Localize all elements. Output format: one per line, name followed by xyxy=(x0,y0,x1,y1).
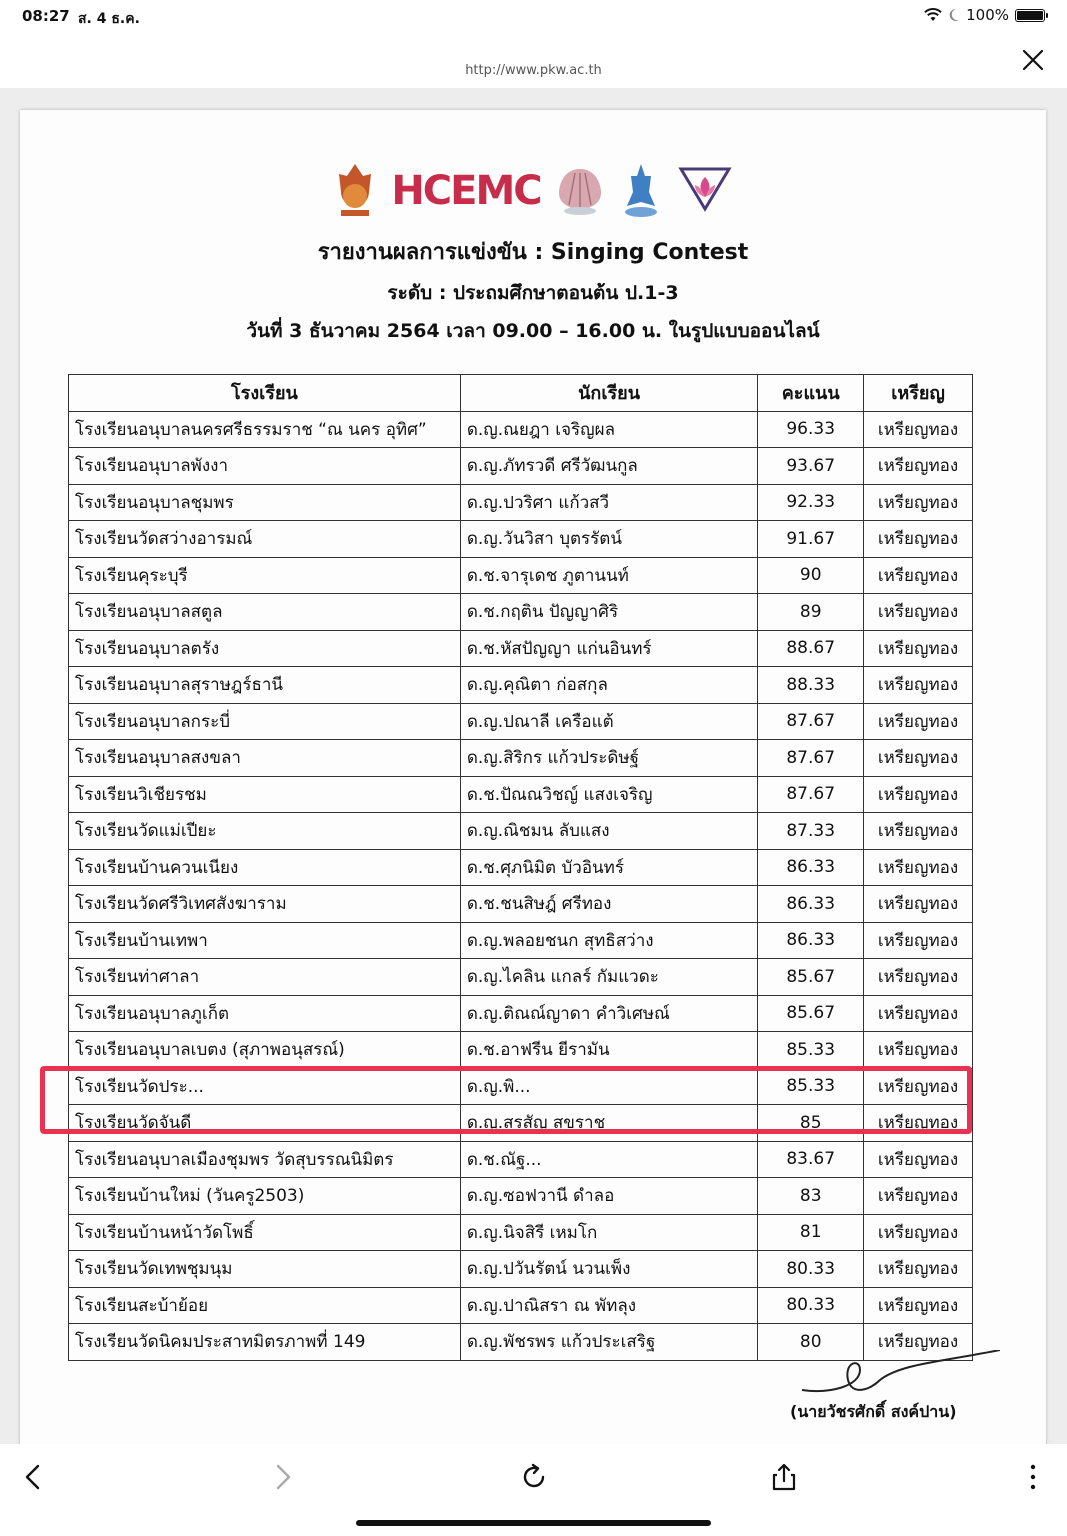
student-cell: ด.ช.กฤติน ปัญญาศิริ xyxy=(460,594,757,631)
score-cell: 85.33 xyxy=(758,1068,864,1105)
score-cell: 90 xyxy=(758,557,864,594)
table-row xyxy=(69,448,973,485)
school-cell: โรงเรียนบ้านควนเนียง xyxy=(69,849,461,886)
score-cell: 86.33 xyxy=(758,886,864,923)
student-cell: ด.ช.จารุเดช ภูตานนท์ xyxy=(460,557,757,594)
student-cell: ด.ช.อาฟรีน ยีรามัน xyxy=(460,1032,757,1069)
school-cell: โรงเรียนบ้านหน้าวัดโพธิ์ xyxy=(69,1214,461,1251)
battery-icon xyxy=(1015,9,1045,22)
medal-cell: เหรียญทอง xyxy=(864,667,973,704)
school-cell: โรงเรียนอนุบาลพังงา xyxy=(69,448,461,485)
medal-cell: เหรียญทอง xyxy=(864,630,973,667)
school-cell: โรงเรียนวัดประ... xyxy=(69,1068,461,1105)
school-cell: โรงเรียนอนุบาลสงขลา xyxy=(69,740,461,777)
school-cell: โรงเรียนอนุบาลเบตง (สุภาพอนุสรณ์) xyxy=(69,1032,461,1069)
medal-cell: เหรียญทอง xyxy=(864,1032,973,1069)
hcemc-logo: HCEMC xyxy=(391,168,541,214)
table-row xyxy=(69,1287,973,1324)
score-cell: 88.67 xyxy=(758,630,864,667)
score-cell: 80.33 xyxy=(758,1287,864,1324)
school-cell: โรงเรียนอนุบาลนครศรีธรรมราช “ณ นคร อุทิศ” xyxy=(69,411,461,448)
student-cell: ด.ญ.สรสัญ สุขราช xyxy=(460,1105,757,1142)
score-cell: 85.67 xyxy=(758,959,864,996)
student-cell: ด.ช.ชนสิษฎ์ ศรีทอง xyxy=(460,886,757,923)
wifi-icon xyxy=(924,8,942,22)
reload-icon[interactable] xyxy=(519,1462,549,1492)
column-header-score: คะแนน xyxy=(758,375,864,412)
medal-cell: เหรียญทอง xyxy=(864,521,973,558)
medal-cell: เหรียญทอง xyxy=(864,484,973,521)
score-cell: 89 xyxy=(758,594,864,631)
score-cell: 86.33 xyxy=(758,922,864,959)
school-cell: โรงเรียนอนุบาลชุมพร xyxy=(69,484,461,521)
student-cell: ด.ญ.ปวริศา แก้วสวี xyxy=(460,484,757,521)
medal-cell: เหรียญทอง xyxy=(864,1251,973,1288)
score-cell: 80 xyxy=(758,1324,864,1361)
score-cell: 86.33 xyxy=(758,849,864,886)
url-text: http://www.pkw.ac.th xyxy=(465,63,602,78)
score-cell: 87.67 xyxy=(758,703,864,740)
table-row xyxy=(69,521,973,558)
battery-percent: 100% xyxy=(966,6,1009,24)
school-cell: โรงเรียนวัดศรีวิเทศสังฆาราม xyxy=(69,886,461,923)
medal-cell: เหรียญทอง xyxy=(864,1214,973,1251)
medal-cell: เหรียญทอง xyxy=(864,411,973,448)
student-cell: ด.ช.ณัฐ... xyxy=(460,1141,757,1178)
column-header-school: โรงเรียน xyxy=(69,375,461,412)
shell-logo-icon xyxy=(555,165,605,217)
score-cell: 81 xyxy=(758,1214,864,1251)
table-row xyxy=(69,667,973,704)
table-row xyxy=(69,995,973,1032)
table-row-highlighted xyxy=(69,1105,973,1142)
score-cell: 83.67 xyxy=(758,1141,864,1178)
score-cell: 85 xyxy=(758,1105,864,1142)
report-title: รายงานผลการแข่งขัน : Singing Contest xyxy=(317,240,749,265)
score-cell: 92.33 xyxy=(758,484,864,521)
school-cell: โรงเรียนอนุบาลสุราษฎร์ธานี xyxy=(69,667,461,704)
medal-cell: เหรียญทอง xyxy=(864,1178,973,1215)
document-page xyxy=(20,110,1046,1444)
score-cell: 93.67 xyxy=(758,448,864,485)
forward-icon[interactable] xyxy=(268,1462,298,1492)
medal-cell: เหรียญทอง xyxy=(864,557,973,594)
column-header-student: นักเรียน xyxy=(460,375,757,412)
medal-cell: เหรียญทอง xyxy=(864,594,973,631)
medal-cell: เหรียญทอง xyxy=(864,813,973,850)
clock: 08:27 xyxy=(22,7,70,25)
school-cell: โรงเรียนวัดเทพชุมนุม xyxy=(69,1251,461,1288)
table-row xyxy=(69,1032,973,1069)
student-cell: ด.ญ.ณิชมน ลับแสง xyxy=(460,813,757,850)
score-cell: 96.33 xyxy=(758,411,864,448)
school-emblem-icon xyxy=(333,162,377,220)
medal-cell: เหรียญทอง xyxy=(864,1287,973,1324)
score-cell: 87.67 xyxy=(758,740,864,777)
school-cell: โรงเรียนวัดสว่างอารมณ์ xyxy=(69,521,461,558)
score-cell: 88.33 xyxy=(758,667,864,704)
score-cell: 85.67 xyxy=(758,995,864,1032)
home-indicator[interactable] xyxy=(356,1520,711,1526)
medal-cell: เหรียญทอง xyxy=(864,995,973,1032)
close-icon[interactable] xyxy=(1021,48,1045,72)
medal-cell: เหรียญทอง xyxy=(864,886,973,923)
medal-cell: เหรียญทอง xyxy=(864,922,973,959)
moon-icon xyxy=(948,8,960,22)
school-cell: โรงเรียนวิเชียรชม xyxy=(69,776,461,813)
score-cell: 85.33 xyxy=(758,1032,864,1069)
score-cell: 83 xyxy=(758,1178,864,1215)
student-cell: ด.ญ.ณยฎา เจริญผล xyxy=(460,411,757,448)
student-cell: ด.ญ.พิ... xyxy=(460,1068,757,1105)
student-cell: ด.ญ.ไคลิน แกลร์ กัมแวดะ xyxy=(460,959,757,996)
status-icons xyxy=(924,6,1045,24)
school-cell: โรงเรียนอนุบาลสตูล xyxy=(69,594,461,631)
crest-icon xyxy=(619,162,663,220)
student-cell: ด.ญ.นิจสิรี เหมโก xyxy=(460,1214,757,1251)
student-cell: ด.ญ.ภัทรวดี ศรีวัฒนกูล xyxy=(460,448,757,485)
score-cell: 87.67 xyxy=(758,776,864,813)
school-cell: โรงเรียนอนุบาลภูเก็ต xyxy=(69,995,461,1032)
school-cell: โรงเรียนท่าศาลา xyxy=(69,959,461,996)
table-row xyxy=(69,703,973,740)
table-row xyxy=(69,630,973,667)
school-cell: โรงเรียนคุระบุรี xyxy=(69,557,461,594)
results-table xyxy=(68,374,973,1361)
table-row xyxy=(69,1178,973,1215)
school-cell: โรงเรียนอนุบาลเมืองชุมพร วัดสุบรรณนิมิตร xyxy=(69,1141,461,1178)
student-cell: ด.ญ.คุณิตา ก่อสกุล xyxy=(460,667,757,704)
table-row xyxy=(69,849,973,886)
student-cell: ด.ช.หัสปัญญา แก่นอินทร์ xyxy=(460,630,757,667)
table-row xyxy=(69,959,973,996)
medal-cell: เหรียญทอง xyxy=(864,448,973,485)
school-cell: โรงเรียนอนุบาลตรัง xyxy=(69,630,461,667)
student-cell: ด.ช.ศุภนิมิต บัวอินทร์ xyxy=(460,849,757,886)
medal-cell: เหรียญทอง xyxy=(864,1141,973,1178)
table-row xyxy=(69,594,973,631)
school-cell: โรงเรียนวัดแม่เปียะ xyxy=(69,813,461,850)
medal-cell: เหรียญทอง xyxy=(864,1324,973,1361)
student-cell: ด.ญ.ซอฟวานี ดำลอ xyxy=(460,1178,757,1215)
back-icon[interactable] xyxy=(18,1462,48,1492)
table-row xyxy=(69,886,973,923)
table-row xyxy=(69,1068,973,1105)
student-cell: ด.ช.ปัณณวิชญ์ แสงเจริญ xyxy=(460,776,757,813)
table-row xyxy=(69,922,973,959)
table-row xyxy=(69,1251,973,1288)
table-row xyxy=(69,484,973,521)
student-cell: ด.ญ.พัชรพร แก้วประเสริฐ xyxy=(460,1324,757,1361)
school-cell: โรงเรียนวัดจันดี xyxy=(69,1105,461,1142)
medal-cell: เหรียญทอง xyxy=(864,959,973,996)
medal-cell: เหรียญทอง xyxy=(864,849,973,886)
school-cell: โรงเรียนวัดนิคมประสาทมิตรภาพที่ 149 xyxy=(69,1324,461,1361)
score-cell: 87.33 xyxy=(758,813,864,850)
share-icon[interactable] xyxy=(769,1462,799,1492)
score-cell: 80.33 xyxy=(758,1251,864,1288)
student-cell: ด.ญ.ปาณิสรา ณ พัทลุง xyxy=(460,1287,757,1324)
table-row xyxy=(69,813,973,850)
school-cell: โรงเรียนอนุบาลกระบี่ xyxy=(69,703,461,740)
medal-cell: เหรียญทอง xyxy=(864,1068,973,1105)
medal-cell: เหรียญทอง xyxy=(864,703,973,740)
table-row xyxy=(69,740,973,777)
signature-name: (นายวัชรศักดิ์ สงค์ปาน) xyxy=(790,1402,957,1421)
table-row xyxy=(69,557,973,594)
logo-row xyxy=(20,162,1046,220)
student-cell: ด.ญ.ติณณ์ญาดา คำวิเศษณ์ xyxy=(460,995,757,1032)
more-icon[interactable] xyxy=(1018,1462,1048,1492)
school-cell: โรงเรียนบ้านใหม่ (วันครู2503) xyxy=(69,1178,461,1215)
student-cell: ด.ญ.พลอยชนก สุทธิสว่าง xyxy=(460,922,757,959)
medal-cell: เหรียญทอง xyxy=(864,740,973,777)
browser-url-bar xyxy=(0,36,1067,88)
medal-cell: เหรียญทอง xyxy=(864,1105,973,1142)
table-row xyxy=(69,1141,973,1178)
column-header-medal: เหรียญ xyxy=(864,375,973,412)
date-line: วันที่ 3 ธันวาคม 2564 เวลา 09.00 – 16.00 น. ในรูปแบบออนไลน์ xyxy=(246,320,820,342)
table-row xyxy=(69,776,973,813)
lotus-triangle-logo-icon xyxy=(677,165,733,217)
table-row xyxy=(69,411,973,448)
score-cell: 91.67 xyxy=(758,521,864,558)
date: ส. 4 ธ.ค. xyxy=(78,11,140,27)
table-header-row xyxy=(69,375,973,412)
student-cell: ด.ญ.ปวันรัตน์ นวนเพ็ง xyxy=(460,1251,757,1288)
student-cell: ด.ญ.ปณาลี เครือแต้ xyxy=(460,703,757,740)
student-cell: ด.ญ.วันวิสา บุตรรัตน์ xyxy=(460,521,757,558)
student-cell: ด.ญ.สิริกร แก้วประดิษฐ์ xyxy=(460,740,757,777)
status-bar xyxy=(0,0,1067,36)
school-cell: โรงเรียนบ้านเทพา xyxy=(69,922,461,959)
table-row xyxy=(69,1214,973,1251)
school-cell: โรงเรียนสะบ้าย้อย xyxy=(69,1287,461,1324)
document-viewer[interactable] xyxy=(0,88,1067,1444)
medal-cell: เหรียญทอง xyxy=(864,776,973,813)
level-line: ระดับ : ประถมศึกษาตอนต้น ป.1-3 xyxy=(387,282,679,304)
